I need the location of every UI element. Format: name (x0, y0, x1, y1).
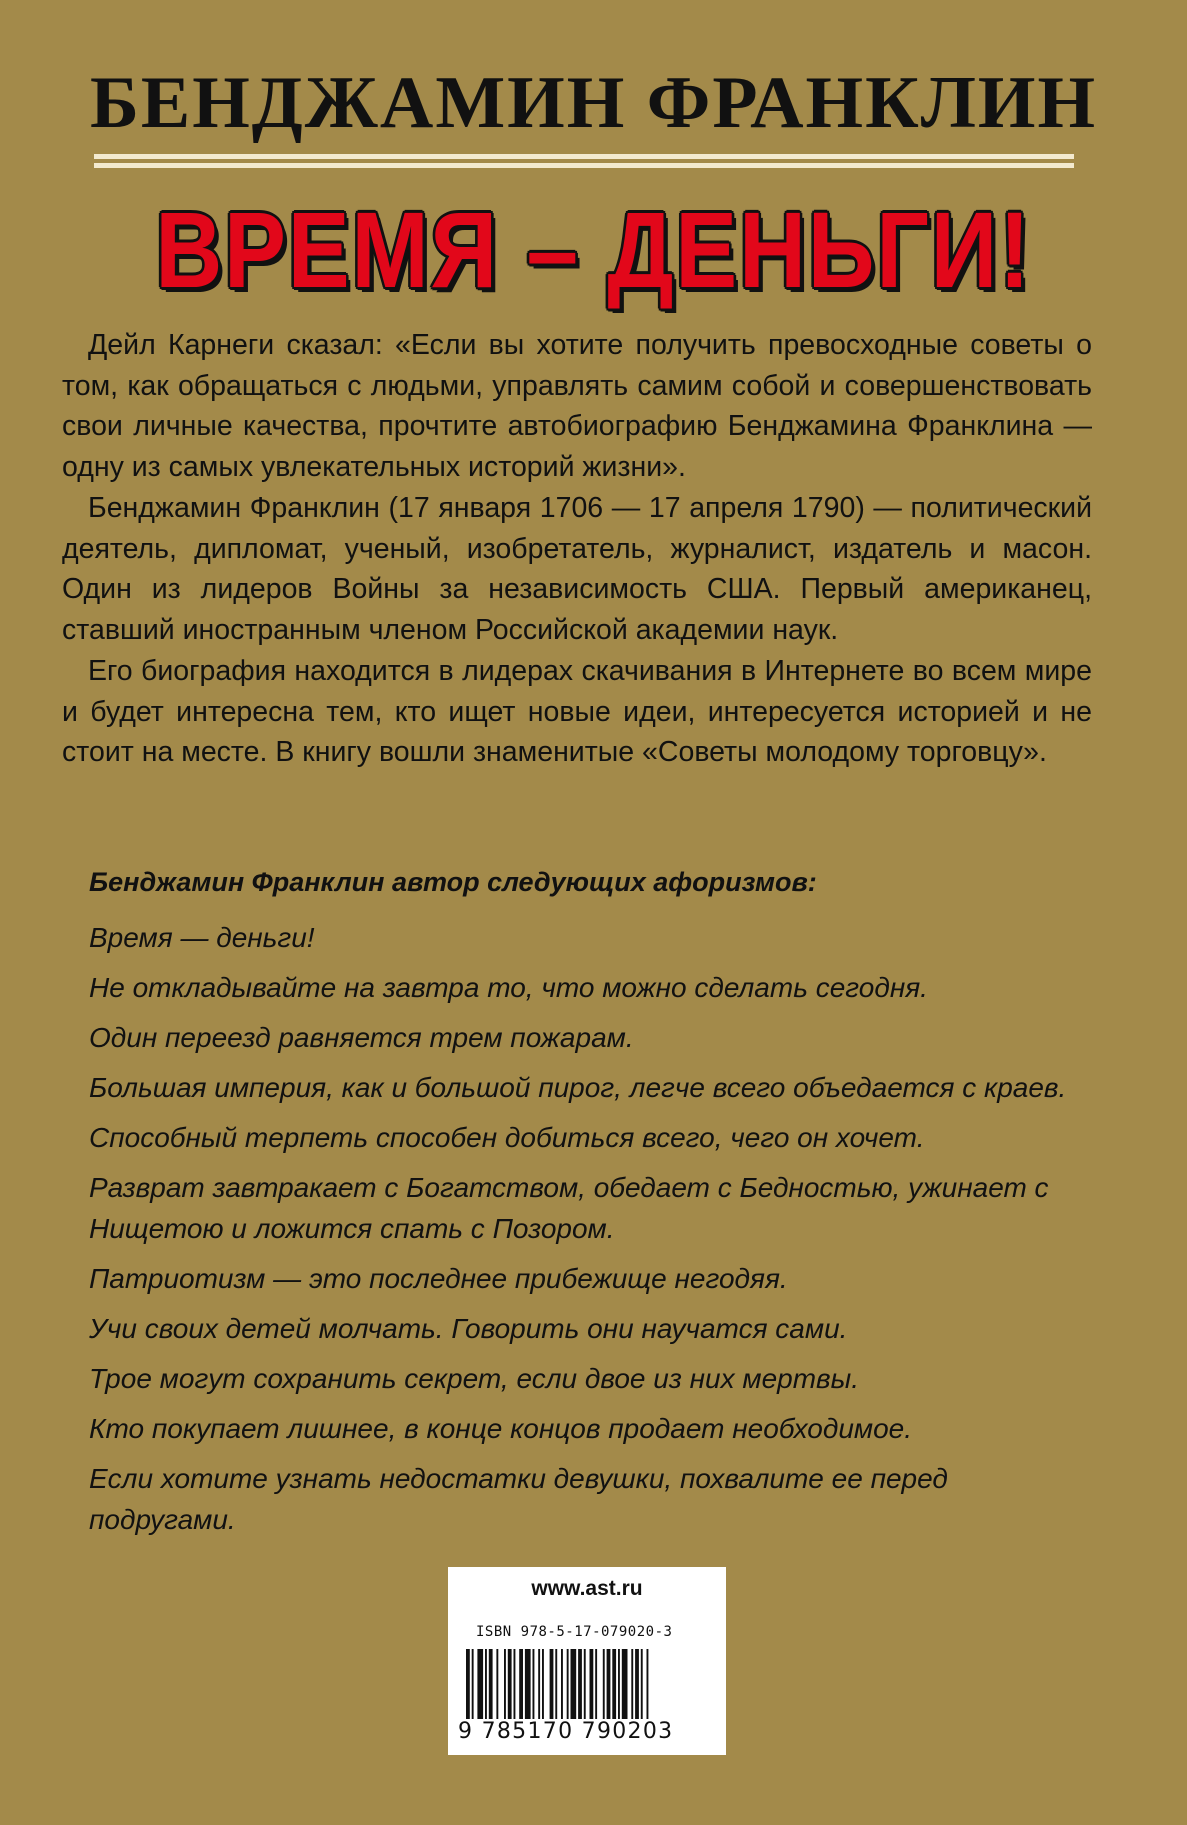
aphorism-item: Один переезд равняется трем пожарам. (89, 1022, 634, 1053)
aphorism-item: Разврат завтракает с Богатством, обедает с Бедностью, ужинает с Нищетою и ложится спать с Позором. (89, 1172, 1049, 1244)
aphorism-item: Не откладывайте на завтра то, что можно сделать сегодня. (89, 972, 928, 1003)
aphorism-item: Учи своих детей молчать. Говорить они научатся сами. (89, 1313, 848, 1344)
description-paragraph: Бенджамин Франклин (17 января 1706 — 17 апреля 1790) — политический деятель, дипломат, ученый, изобретатель, журналист, издатель и масон. Один из лидеров Войны за независимость США. Первый американец, ставший иностранным членом Российской академии наук. (62, 492, 1092, 646)
book-title: ВРЕМЯ – ДЕНЬГИ! (155, 189, 1032, 310)
aphorisms-heading: Бенджамин Франклин автор следующих афоризмов: (89, 867, 817, 897)
divider-line-bottom (94, 163, 1074, 168)
author-name: БЕНДЖАМИН ФРАНКЛИН (89, 62, 1098, 144)
aphorism-item: Способный терпеть способен добиться всего, чего он хочет. (89, 1122, 925, 1153)
aphorism-item: Если хотите узнать недостатки девушки, похвалите ее перед подругами. (89, 1463, 948, 1535)
barcode-panel (448, 1567, 726, 1755)
divider-line-top (94, 154, 1074, 159)
aphorism-item: Патриотизм — это последнее прибежище негодяя. (89, 1263, 788, 1294)
description (62, 325, 1092, 774)
barcode-digits: 9 785170 790203 (458, 1719, 674, 1744)
description-paragraph: Его биография находится в лидерах скачивания в Интернете во всем мире и будет интересна тем, кто ищет новые идеи, интересуется историей и не стоит на месте. В книгу вошли знаменитые «Советы молодому торговцу». (62, 655, 1092, 768)
aphorism-item: Кто покупает лишнее, в конце концов продает необходимое. (89, 1413, 913, 1444)
publisher-website[interactable]: www.ast.ru (531, 1577, 643, 1600)
aphorism-item: Трое могут сохранить секрет, если двое из них мертвы. (89, 1363, 860, 1394)
isbn-text: ISBN 978-5-17-079020-3 (476, 1624, 673, 1640)
description-paragraph: Дейл Карнеги сказал: «Если вы хотите получить превосходные советы о том, как обращаться с людьми, управлять самим собой и совершенствовать свои личные качества, прочтите автобиографию Бенджамина Франклина — одну из самых увлекательных историй жизни». (62, 329, 1092, 483)
aphorism-item: Большая империя, как и большой пирог, легче всего объедается с краев. (89, 1072, 1067, 1103)
aphorisms-list (89, 917, 1099, 1549)
aphorism-item: Время — деньги! (89, 922, 315, 953)
